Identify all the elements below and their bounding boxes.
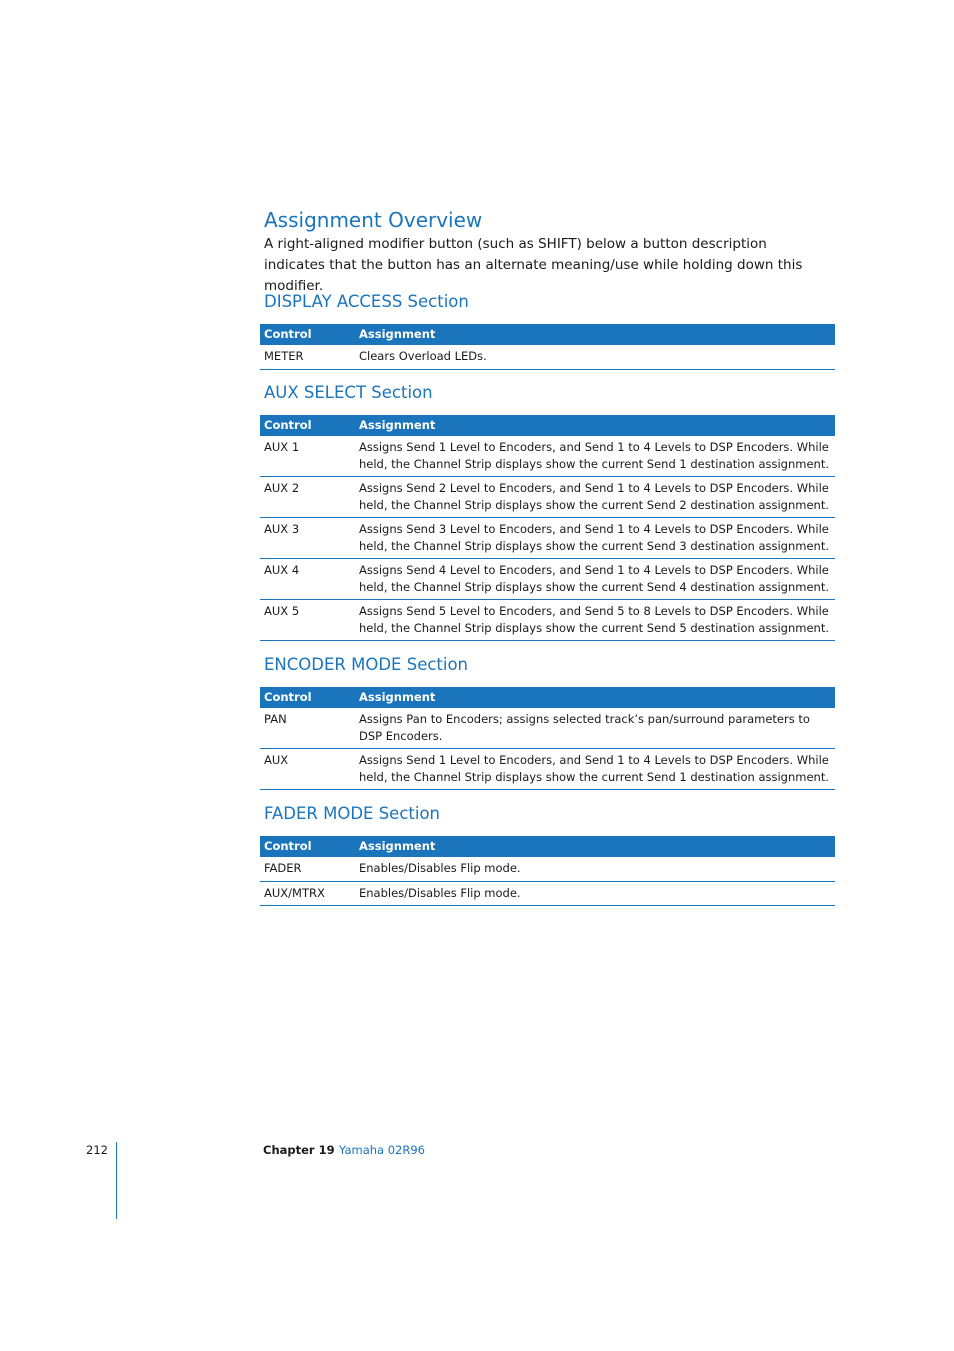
table-row [260, 708, 835, 749]
table-fader-mode [260, 836, 835, 906]
table-header-row [260, 415, 835, 436]
chapter-title-link[interactable]: Yamaha 02R96 [339, 1143, 425, 1157]
control-cell: AUX 3 [260, 518, 355, 559]
assignment-cell: Clears Overload LEDs. [355, 345, 835, 369]
assignment-cell: Enables/Disables Flip mode. [355, 881, 835, 906]
page-title: Assignment Overview [264, 208, 483, 232]
assignment-cell: Assigns Send 2 Level to Encoders, and Send 1 to 4 Levels to DSP Encoders. While held, the Channel Strip displays show the current Send 2 destination assignment. [355, 477, 835, 518]
section-heading-fader-mode: FADER MODE Section [264, 804, 441, 823]
table-header-row [260, 324, 835, 345]
control-cell: AUX 4 [260, 559, 355, 600]
table-row [260, 436, 835, 477]
assignment-cell: Assigns Send 5 Level to Encoders, and Send 5 to 8 Levels to DSP Encoders. While held, the Channel Strip displays show the current Send 5 destination assignment. [355, 600, 835, 641]
control-cell: AUX/MTRX [260, 881, 355, 906]
control-cell: PAN [260, 708, 355, 749]
column-header-assignment: Assignment [355, 836, 835, 857]
table-row [260, 881, 835, 906]
table-display-access [260, 324, 835, 370]
table-row [260, 477, 835, 518]
assignment-cell: Assigns Pan to Encoders; assigns selected track’s pan/surround parameters to DSP Encoders. [355, 708, 835, 749]
assignment-cell: Assigns Send 4 Level to Encoders, and Send 1 to 4 Levels to DSP Encoders. While held, the Channel Strip displays show the current Send 4 destination assignment. [355, 559, 835, 600]
table-header-row [260, 687, 835, 708]
table-row [260, 857, 835, 881]
control-cell: FADER [260, 857, 355, 881]
control-cell: AUX [260, 749, 355, 790]
table-encoder-mode [260, 687, 835, 790]
assignment-cell: Assigns Send 1 Level to Encoders, and Send 1 to 4 Levels to DSP Encoders. While held, the Channel Strip displays show the current Send 1 destination assignment. [355, 749, 835, 790]
control-cell: AUX 5 [260, 600, 355, 641]
page-number: 212 [86, 1143, 108, 1157]
column-header-control: Control [260, 687, 355, 708]
table-row [260, 518, 835, 559]
chapter-label: Chapter 19 [263, 1143, 335, 1157]
section-heading-display-access: DISPLAY ACCESS Section [264, 292, 469, 311]
section-heading-aux-select: AUX SELECT Section [264, 383, 433, 402]
column-header-control: Control [260, 415, 355, 436]
column-header-control: Control [260, 324, 355, 345]
column-header-assignment: Assignment [355, 324, 835, 345]
column-header-control: Control [260, 836, 355, 857]
intro-paragraph: A right-aligned modifier button (such as SHIFT) below a button description indicates that the button has an alternate meaning/use while holding down this modifier. [264, 236, 803, 294]
control-cell: AUX 2 [260, 477, 355, 518]
section-heading-encoder-mode: ENCODER MODE Section [264, 655, 469, 674]
assignment-cell: Assigns Send 3 Level to Encoders, and Send 1 to 4 Levels to DSP Encoders. While held, the Channel Strip displays show the current Send 3 destination assignment. [355, 518, 835, 559]
table-header-row [260, 836, 835, 857]
column-header-assignment: Assignment [355, 687, 835, 708]
assignment-cell: Enables/Disables Flip mode. [355, 857, 835, 881]
footer-divider [116, 1142, 117, 1219]
control-cell: METER [260, 345, 355, 369]
table-row [260, 600, 835, 641]
assignment-cell: Assigns Send 1 Level to Encoders, and Send 1 to 4 Levels to DSP Encoders. While held, the Channel Strip displays show the current Send 1 destination assignment. [355, 436, 835, 477]
table-row [260, 345, 835, 369]
table-row [260, 749, 835, 790]
control-cell: AUX 1 [260, 436, 355, 477]
column-header-assignment: Assignment [355, 415, 835, 436]
table-row [260, 559, 835, 600]
table-aux-select [260, 415, 835, 641]
